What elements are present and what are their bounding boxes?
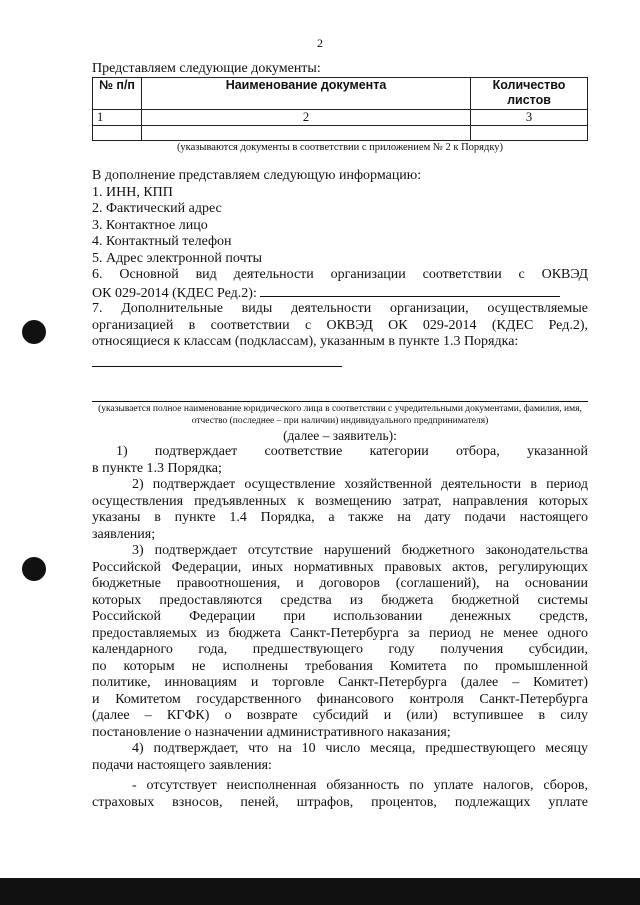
info-item: 1. ИНН, КПП [92,184,173,200]
point-line: заявления; [92,526,156,542]
binder-hole-mark [22,557,46,581]
table-note: (указываются документы в соответствии с приложением № 2 к Порядку) [176,142,504,153]
point-line: которых предоставляются средства из бюджета бюджетной системы [92,592,588,608]
documents-intro: Представляем следующие документы: [92,61,321,76]
applicant-label: (далее – заявитель): [283,428,397,443]
point-line: Российской Федерации при использовании денежных средств, [92,609,588,624]
point-line: предоставляемых из бюджета Санкт-Петербурга за период не менее одного [92,625,588,641]
table-cell: 2 [142,110,471,126]
point-line: по которым не исполнены требования Комитета по промышленной [92,658,588,674]
table-cell [93,126,142,141]
info-intro: В дополнение представляем следующую информацию: [92,168,422,183]
table-cell: 3 [471,110,588,126]
table-header-name: Наименование документа [142,78,471,110]
item6-line-with-field [92,284,588,303]
activity-input-line[interactable] [260,284,560,297]
point-line: страховых взносов, пеней, штрафов, процентов, подлежащих уплате [92,794,588,810]
point-line: подачи настоящего заявления: [92,757,272,773]
applicant-note: (указывается полное наименование юридического лица в соответствии с учредительными документами, фамилия, имя, отчество (последнее – при наличии) индивидуального предпринимателя) [98,404,582,426]
point-line: 1) подтверждает соответствие категории отбора, указанной [116,444,588,459]
scan-bottom-border [0,878,640,905]
point-line: бюджетные правоотношения, и договоров (соглашений), на основании [92,576,588,591]
item6-line: 6. Основной вид деятельности организации соответствии с ОКВЭД [92,267,588,282]
point-line: и Комитетом государственного финансового контроля Санкт-Петербурга [92,691,588,707]
point-line: календарного года, предшествующего году получения субсидии, [92,642,588,657]
item7-line: относящиеся к классам (подклассам), указанным в пункте 1.3 Порядка: [92,334,519,349]
table-header-row [93,78,588,110]
documents-table [92,77,588,141]
info-item: 5. Адрес электронной почты [92,250,263,266]
info-item: 2. Фактический адрес [92,201,222,216]
item6-label: ОК 029-2014 (КДЕС Ред.2): [92,285,257,301]
table-cell [471,126,588,141]
table-header-count: Количество листов [471,78,588,110]
point-line: постановление о назначении административного наказания; [92,724,451,740]
point-line: указаны в пункте 1.4 Порядка, а также на дату подачи настоящего [92,510,588,525]
point-line: - отсутствует неисполненная обязанность по уплате налогов, сборов, [132,778,588,793]
page-number: 2 [317,36,323,50]
point-line: осуществления предъявленных к возмещению затрат, направления которых [92,493,588,509]
applicant-input-line[interactable] [92,401,588,402]
info-item: 3. Контактное лицо [92,217,208,233]
point-line: в пункте 1.3 Порядка; [92,460,222,476]
point-line: (далее – КГФК) о возврате субсидий и (или) вступившее в силу [92,708,588,723]
activities-input-line[interactable] [92,366,342,367]
binder-hole-mark [22,320,46,344]
point-line: 4) подтверждает, что на 10 число месяца, предшествующего месяцу [132,741,588,756]
item7-line: 7. Дополнительные виды деятельности организации, осуществляемые [92,301,588,316]
point-line: 3) подтверждает отсутствие нарушений бюджетного законодательства [132,543,588,558]
table-row [93,110,588,126]
point-line: 2) подтверждает осуществление хозяйственной деятельности в период [132,477,588,492]
item7-line: организацией в соответствии с ОКВЭД ОК 029-2014 (КДЕС Ред.2), [92,317,588,333]
table-cell [142,126,471,141]
point-line: Российской Федерации, иных нормативных правовых актов, регулирующих [92,559,588,575]
info-item: 4. Контактный телефон [92,234,232,249]
table-row [93,126,588,141]
table-cell: 1 [93,110,142,126]
table-header-num: № п/п [93,78,142,110]
point-line: политике, инновациям и торговле Санкт-Петербурга (далее – Комитет) [92,675,588,690]
